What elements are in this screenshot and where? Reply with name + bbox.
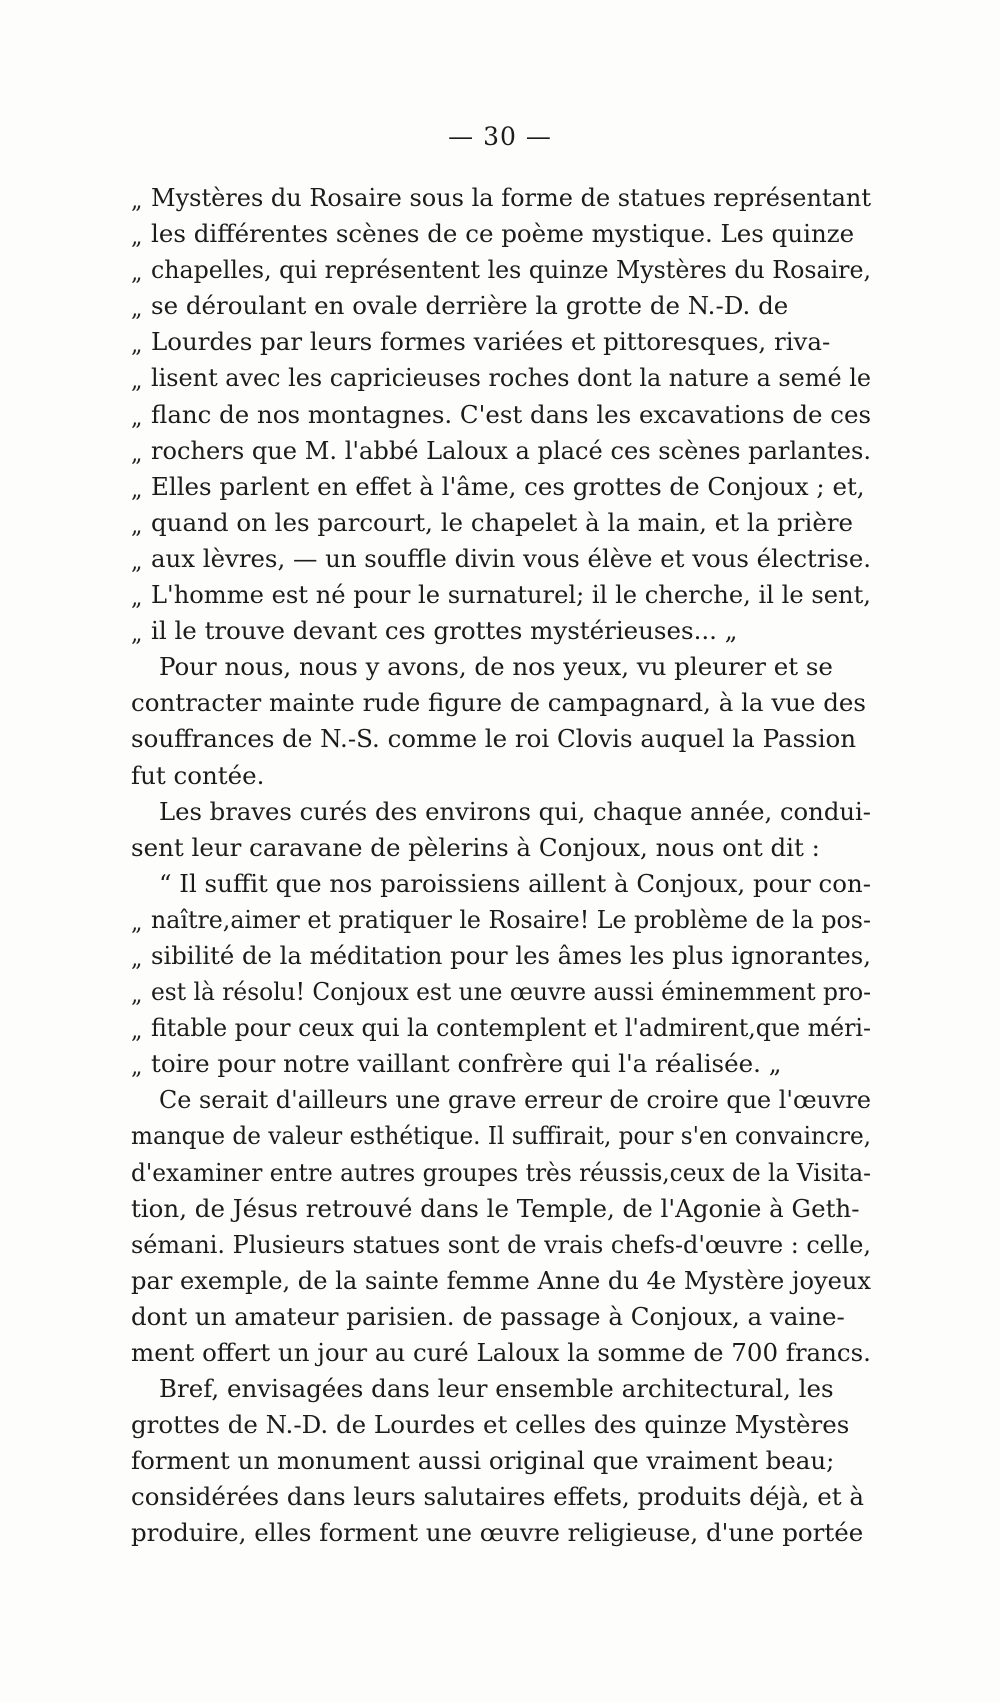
text-line xyxy=(131,288,871,324)
line-text: toire pour notre vaillant confrère qui l'a réalisée. „ xyxy=(151,1049,782,1079)
line-text: sémani. Plusieurs statues sont de vrais chefs-d'œuvre : celle, xyxy=(131,1229,871,1259)
line-text: il le trouve devant ces grottes mystérieuses... „ xyxy=(151,616,738,646)
text-line xyxy=(131,1443,871,1479)
text-line xyxy=(131,1299,871,1335)
quote-mark: „ xyxy=(131,622,143,648)
body-text xyxy=(131,180,871,1552)
quote-mark: „ xyxy=(131,946,143,972)
text-line xyxy=(131,1335,871,1371)
text-line xyxy=(131,360,871,396)
line-text: tion, de Jésus retrouvé dans le Temple, de l'Agonie à Geth- xyxy=(131,1193,860,1223)
text-line xyxy=(131,433,871,469)
line-text: est là résolu! Conjoux est une œuvre aussi éminemment pro- xyxy=(151,977,871,1007)
quote-mark: „ xyxy=(131,405,143,431)
text-line xyxy=(131,1227,871,1263)
quote-mark: „ xyxy=(131,1019,143,1045)
line-text: souffrances de N.-S. comme le roi Clovis auquel la Passion xyxy=(131,724,857,754)
text-line xyxy=(131,469,871,505)
line-text: sibilité de la méditation pour les âmes les plus ignorantes, xyxy=(151,940,872,970)
quote-mark: „ xyxy=(131,1055,143,1081)
line-text: par exemple, de la sainte femme Anne du 4e Mystère joyeux xyxy=(131,1265,872,1295)
quote-mark: „ xyxy=(131,189,143,214)
text-line xyxy=(131,902,871,938)
line-text: chapelles, qui représentent les quinze Mystères du Rosaire, xyxy=(151,255,872,285)
line-text: forment un monument aussi original que vraiment beau; xyxy=(131,1446,835,1476)
line-text: Mystères du Rosaire sous la forme de statues représentant xyxy=(151,183,871,212)
text-line xyxy=(131,1371,871,1407)
text-line xyxy=(131,1263,871,1299)
text-line xyxy=(131,252,871,288)
line-text: manque de valeur esthétique. Il suffirait, pour s'en convaincre, xyxy=(131,1121,872,1151)
text-line xyxy=(131,541,871,577)
line-text: Lourdes par leurs formes variées et pittoresques, riva- xyxy=(151,327,831,357)
text-line xyxy=(131,758,871,794)
line-text: L'homme est né pour le surnaturel; il le cherche, il le sent, xyxy=(151,580,871,610)
text-line xyxy=(131,685,871,721)
line-text: lisent avec les capricieuses roches dont la nature a semé le xyxy=(151,363,871,393)
line-text: quand on les parcourt, le chapelet à la main, et la prière xyxy=(151,507,854,537)
text-line xyxy=(131,577,871,613)
quote-mark: „ xyxy=(131,586,143,612)
quote-mark: „ xyxy=(131,549,143,575)
text-line xyxy=(131,1082,871,1118)
text-line xyxy=(131,938,871,974)
quote-mark: „ xyxy=(131,477,143,503)
line-text: produire, elles forment une œuvre religieuse, d'une portée xyxy=(131,1518,864,1548)
line-text: sent leur caravane de pèlerins à Conjoux, nous ont dit : xyxy=(131,832,820,862)
text-line xyxy=(131,180,871,216)
line-text: les différentes scènes de ce poème mystique. Les quinze xyxy=(151,219,855,249)
line-text: flanc de nos montagnes. C'est dans les excavations de ces xyxy=(151,399,872,429)
line-text: Pour nous, nous y avons, de nos yeux, vu pleurer et se xyxy=(159,652,833,682)
line-text: Ce serait d'ailleurs une grave erreur de croire que l'œuvre xyxy=(159,1085,871,1115)
line-text: fut contée. xyxy=(131,760,265,790)
line-text: “ Il suffit que nos paroissiens aillent à Conjoux, pour con- xyxy=(159,868,872,898)
text-line xyxy=(131,649,871,685)
line-text: Les braves curés des environs qui, chaque année, condui- xyxy=(159,796,871,826)
text-line xyxy=(131,1046,871,1082)
quote-mark: „ xyxy=(131,983,143,1009)
quote-mark: „ xyxy=(131,441,143,467)
line-text: ment offert un jour au curé Laloux la somme de 700 francs. xyxy=(131,1338,871,1367)
text-line xyxy=(131,1155,871,1191)
quote-mark: „ xyxy=(131,369,143,395)
text-line xyxy=(131,721,871,757)
text-line xyxy=(131,216,871,252)
quote-mark: „ xyxy=(131,333,143,359)
text-line xyxy=(131,866,871,902)
text-line xyxy=(131,505,871,541)
line-text: contracter mainte rude figure de campagnard, à la vue des xyxy=(131,688,866,718)
text-line xyxy=(131,974,871,1010)
page-number: — 30 — xyxy=(448,122,552,151)
line-text: rochers que M. l'abbé Laloux a placé ces scènes parlantes. xyxy=(151,435,872,465)
text-line xyxy=(131,1515,871,1551)
quote-mark: „ xyxy=(131,910,143,936)
text-line xyxy=(131,830,871,866)
text-line xyxy=(131,1479,871,1515)
text-line xyxy=(131,397,871,433)
text-line xyxy=(131,324,871,360)
text-line xyxy=(131,794,871,830)
quote-mark: „ xyxy=(131,261,143,287)
line-text: fitable pour ceux qui la contemplent et l'admirent,que méri- xyxy=(151,1013,871,1043)
line-text: d'examiner entre autres groupes très réussis,ceux de la Visita- xyxy=(131,1157,872,1187)
quote-mark: „ xyxy=(131,513,143,539)
line-text: dont un amateur parisien. de passage à Conjoux, a vaine- xyxy=(131,1301,845,1331)
text-line xyxy=(131,1407,871,1443)
text-line xyxy=(131,1010,871,1046)
text-line xyxy=(131,613,871,649)
quote-mark: „ xyxy=(131,297,143,323)
line-text: Elles parlent en effet à l'âme, ces grottes de Conjoux ; et, xyxy=(151,471,865,501)
text-line xyxy=(131,1191,871,1227)
text-line xyxy=(131,1118,871,1154)
quote-mark: „ xyxy=(131,225,143,251)
line-text: aux lèvres, — un souffle divin vous élève et vous électrise. xyxy=(151,543,872,573)
line-text: grottes de N.-D. de Lourdes et celles des quinze Mystères xyxy=(131,1410,850,1440)
line-text: se déroulant en ovale derrière la grotte de N.-D. de xyxy=(151,291,789,321)
line-text: considérées dans leurs salutaires effets, produits déjà, et à xyxy=(131,1482,864,1512)
line-text: Bref, envisagées dans leur ensemble architectural, les xyxy=(159,1374,834,1404)
line-text: naître,aimer et pratiquer le Rosaire! Le problème de la pos- xyxy=(151,904,871,934)
